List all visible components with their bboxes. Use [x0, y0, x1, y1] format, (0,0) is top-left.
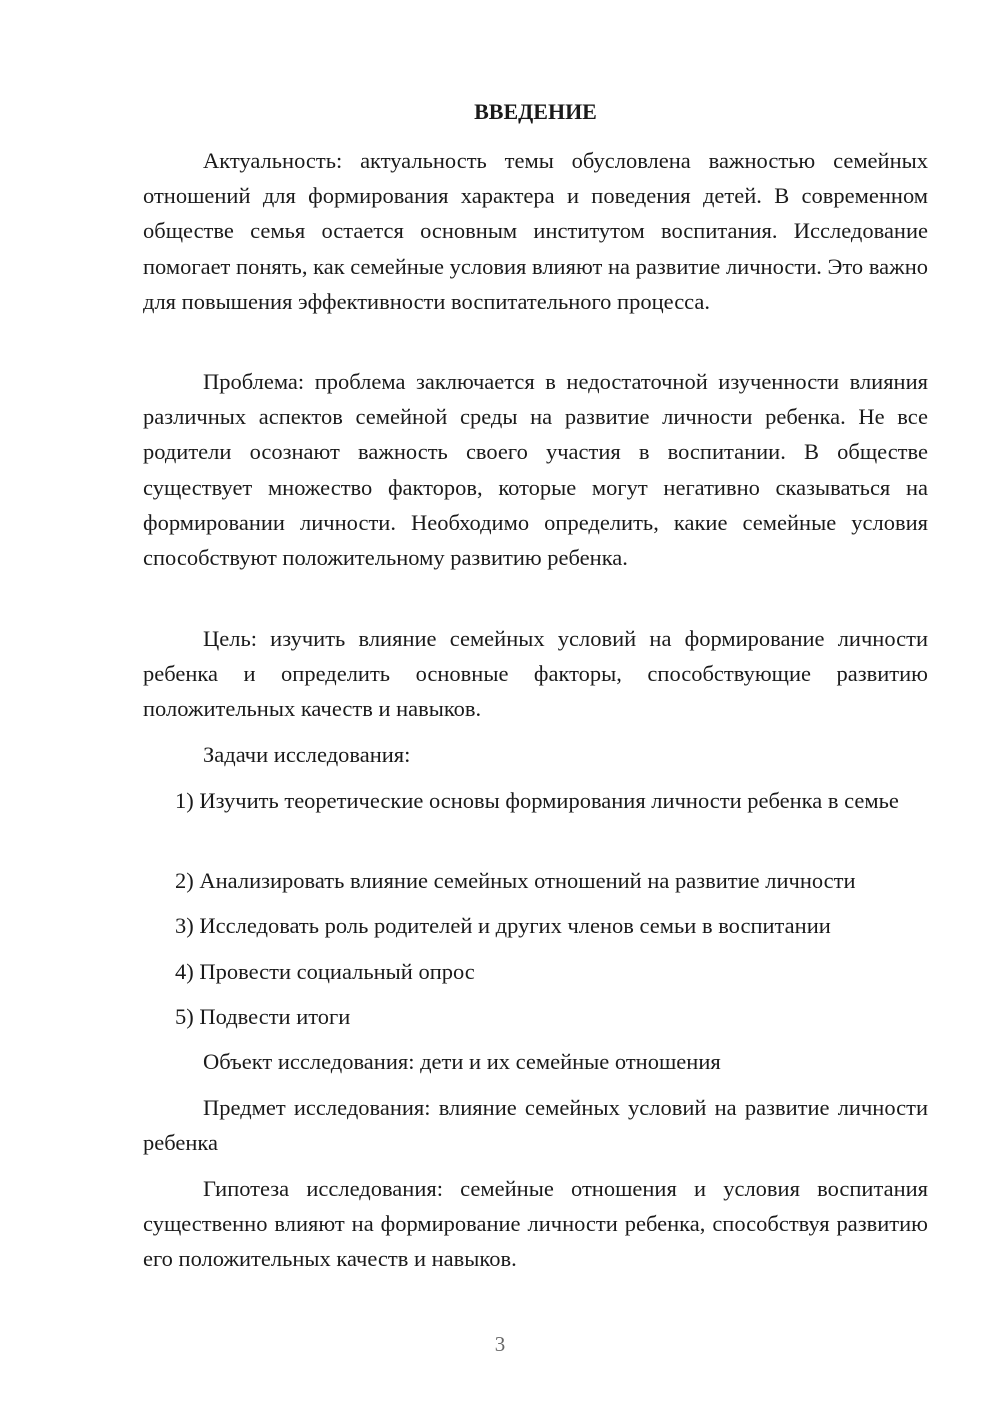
paragraph-relevance: Актуальность: актуальность темы обусловлена важностью семейных отношений для формирования характера и поведения детей. В современном обществе семья остается основным институтом воспитания. Исследование помогает понять, как семейные условия влияют на развитие личности. Это важно для повышения эффективности воспитательного процесса.	[143, 148, 928, 314]
task-item-3: 3) Исследовать роль родителей и других членов семьи в воспитании	[175, 913, 831, 938]
task-item-2: 2) Анализировать влияние семейных отношений на развитие личности	[175, 868, 856, 893]
paragraph-problem: Проблема: проблема заключается в недостаточной изученности влияния различных аспектов семейной среды на развитие личности ребенка. Не все родители осознают важность своего участия в воспитании. В обществе существует множество факторов, которые могут негативно сказываться на формировании личности. Необходимо определить, какие семейные условия способствуют положительному развитию ребенка.	[143, 369, 928, 571]
section-title: ВВЕДЕНИЕ	[474, 99, 597, 124]
page-number: 3	[494, 1332, 506, 1356]
task-item-4: 4) Провести социальный опрос	[175, 959, 475, 984]
tasks-heading: Задачи исследования:	[203, 742, 411, 767]
paragraph-goal: Цель: изучить влияние семейных условий на формирование личности ребенка и определить основные факторы, способствующие развитию положительных качеств и навыков.	[143, 626, 928, 722]
paragraph-hypothesis: Гипотеза исследования: семейные отношения и условия воспитания существенно влияют на формирование личности ребенка, способствуя развитию его положительных качеств и навыков.	[143, 1176, 928, 1272]
paragraph-object: Объект исследования: дети и их семейные отношения	[203, 1049, 721, 1074]
task-item-5: 5) Подвести итоги	[175, 1004, 351, 1029]
task-item-1: 1) Изучить теоретические основы формирования личности ребенка в семье	[175, 788, 899, 813]
paragraph-subject: Предмет исследования: влияние семейных условий на развитие личности ребенка	[143, 1095, 928, 1156]
